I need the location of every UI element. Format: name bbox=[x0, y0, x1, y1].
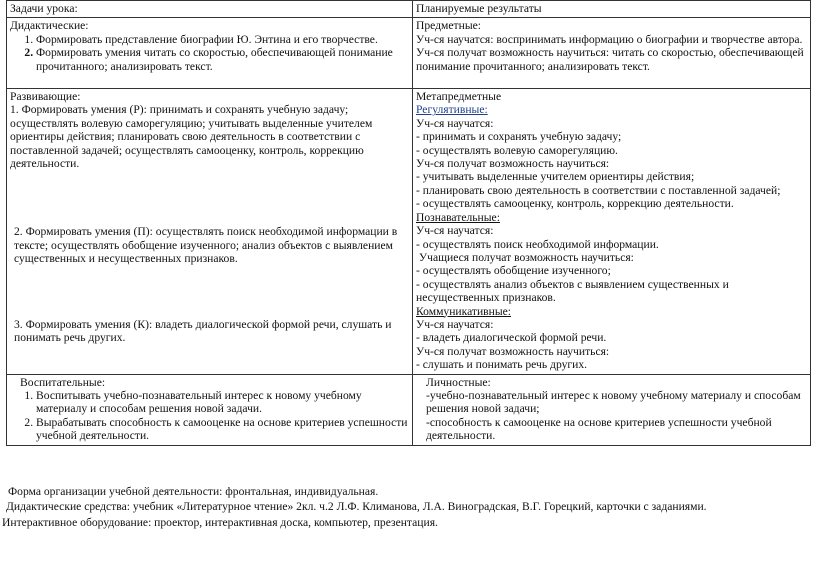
regulatory-line: - осуществлять самооценку, контроль, коррекцию деятельности. bbox=[416, 197, 734, 211]
developing-cell bbox=[7, 89, 413, 375]
didactic-cell bbox=[7, 18, 413, 89]
organization-form-text: Форма организации учебной деятельности: фронтальная, индивидуальная. bbox=[8, 485, 379, 498]
developing-item-r: 1. Формировать умения (Р): принимать и сохранять учебную задачу; осуществлять волевую саморегуляцию; учитывать выделенные учителем ориентиры действия; планировать свою деятельность в соответствии с поставленной задачей; осуществлять самооценку, контроль, коррекцию деятельности. bbox=[10, 103, 373, 171]
cognitive-line: - осуществлять обобщение изученного; bbox=[416, 264, 611, 278]
regulatory-heading: Регулятивные: bbox=[416, 103, 488, 117]
list-item: 1. Воспитывать учебно-познавательный интерес к новому учебному материалу и способам решения новой задачи. bbox=[36, 389, 409, 416]
educational-cell bbox=[7, 374, 413, 445]
developing-item-k: 3. Формировать умения (К): владеть диалогической формой речи, слушать и понимать речь других. bbox=[14, 317, 392, 345]
cognitive-line: - осуществлять анализ объектов с выявлением существенных и несущественных признаков. bbox=[416, 277, 729, 305]
cognitive-line: Уч-ся научатся: bbox=[416, 224, 494, 238]
developing-title: Развивающие: bbox=[10, 90, 81, 104]
didactic-list bbox=[10, 33, 409, 73]
subject-results-cell bbox=[413, 18, 811, 89]
equipment-text: Интерактивное оборудование: проектор, интерактивная доска, компьютер, презентация. bbox=[2, 516, 438, 529]
communicative-line: Уч-ся научатся: bbox=[416, 317, 494, 331]
lesson-plan-table bbox=[6, 0, 811, 446]
communicative-heading: Коммуникативные: bbox=[416, 304, 512, 318]
table-row bbox=[7, 18, 811, 89]
table-header-row bbox=[7, 1, 811, 18]
regulatory-line: - осуществлять волевую саморегуляцию. bbox=[416, 143, 618, 157]
list-item: 1. Формировать представление биографии Ю. Энтина и его творчестве. bbox=[36, 33, 409, 46]
regulatory-line: Уч-ся научатся: bbox=[416, 116, 494, 130]
meta-results-cell bbox=[413, 89, 811, 375]
table-row bbox=[7, 374, 811, 445]
cognitive-heading: Познавательные: bbox=[416, 210, 500, 224]
header-results: Планируемые результаты bbox=[413, 1, 811, 18]
list-item: 2. Формировать умения читать со скоростью, обеспечивающей понимание прочитанного; анализировать текст. bbox=[36, 46, 409, 73]
communicative-line: Уч-ся получат возможность научиться: bbox=[416, 344, 610, 358]
didactic-title: Дидактические: bbox=[10, 19, 89, 33]
personal-line: -способность к самооценке на основе критериев успешности учебной деятельности. bbox=[426, 415, 772, 443]
meta-title: Метапредметные bbox=[416, 90, 502, 104]
communicative-line: - владеть диалогической формой речи. bbox=[416, 331, 607, 345]
communicative-line: - слушать и понимать речь других. bbox=[416, 358, 588, 372]
subject-line: Уч-ся научатся: воспринимать информацию о биографии и творчестве автора. bbox=[416, 32, 803, 46]
developing-item-p: 2. Формировать умения (П): осуществлять поиск необходимой информации в тексте; осуществлять обобщение изученного; анализ объектов с выявлением существенных и несущественных признаков. bbox=[14, 225, 398, 266]
regulatory-line: - учитывать выделенные учителем ориентиры действия; bbox=[416, 170, 695, 184]
header-tasks: Задачи урока: bbox=[7, 1, 413, 18]
subject-title: Предметные: bbox=[416, 19, 481, 33]
regulatory-line: Уч-ся получат возможность научиться: bbox=[416, 157, 610, 171]
cognitive-line: Учащиеся получат возможность научиться: bbox=[416, 250, 634, 264]
regulatory-line: - принимать и сохранять учебную задачу; bbox=[416, 130, 622, 144]
table-row bbox=[7, 89, 811, 375]
regulatory-line: - планировать свою деятельность в соответствии с поставленной задачей; bbox=[416, 183, 781, 197]
didactic-means-text: Дидактические средства: учебник «Литературное чтение» 2кл. ч.2 Л.Ф. Климанова, Л.А. Виноградская, В.Г. Горецкий, карточки с заданиями. bbox=[6, 500, 707, 513]
educational-title: Воспитательные: bbox=[20, 375, 106, 389]
list-item: 2. Вырабатывать способность к самооценке на основе критериев успешности учебной деятельности. bbox=[36, 416, 409, 443]
subject-line: Уч-ся получат возможность научиться: читать со скоростью, обеспечивающей понимание прочитанного; анализировать текст. bbox=[416, 46, 804, 73]
personal-results-cell bbox=[413, 374, 811, 445]
personal-title: Личностные: bbox=[426, 375, 491, 389]
educational-list bbox=[10, 389, 409, 443]
cognitive-line: - осуществлять поиск необходимой информации. bbox=[416, 237, 659, 251]
personal-line: -учебно-познавательный интерес к новому учебному материалу и способам решения новой задачи; bbox=[426, 388, 801, 416]
